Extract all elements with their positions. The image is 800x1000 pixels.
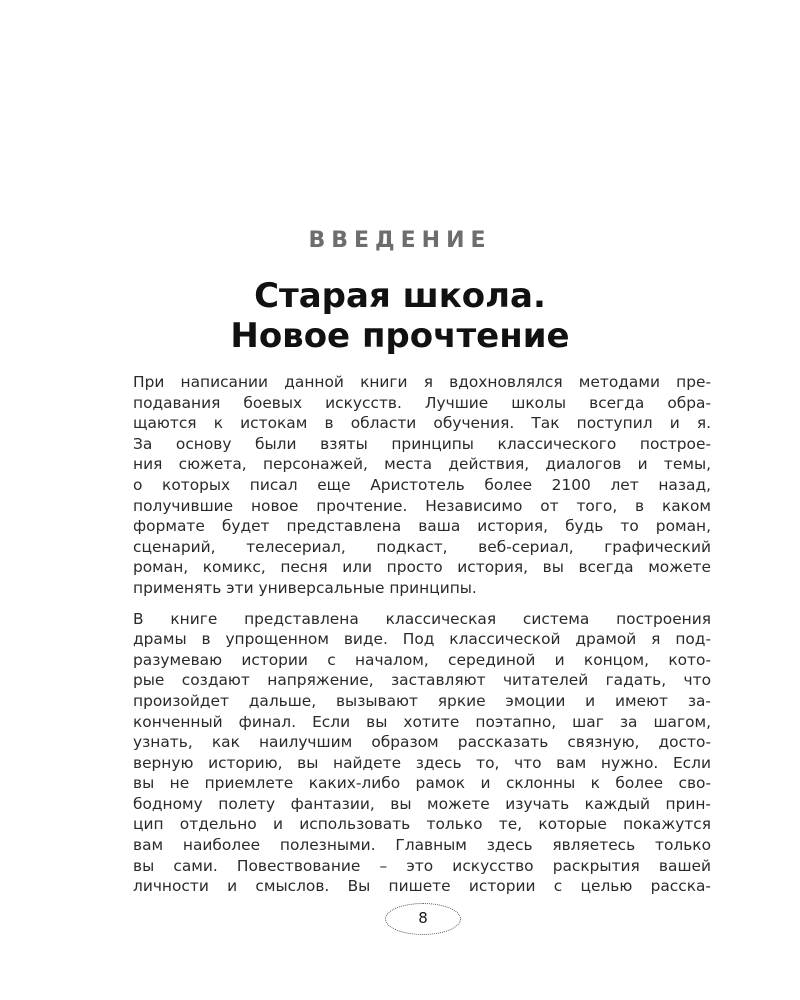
page-number-badge: 8 <box>385 903 461 935</box>
text-line: ния сюжета, персонажей, места действия, диалогов и темы, <box>133 455 711 474</box>
text-line: формате будет представлена ваша история, будь то роман, <box>133 517 711 536</box>
text-line: В книге представлена классическая система построения <box>133 609 711 628</box>
text-line: сценарий, телесериал, подкаст, веб-сериал, графический <box>133 537 711 556</box>
text-line: щаются к истокам в области обучения. Так поступил и я. <box>133 414 711 433</box>
text-line: При написании данной книги я вдохновлялся методами пре- <box>133 373 711 391</box>
paragraph <box>133 372 711 599</box>
text-line: драмы в упрощенном виде. Под классической драмой я под- <box>133 630 711 649</box>
text-line: личности и смыслов. Вы пишете истории с целью расска- <box>133 877 711 896</box>
chapter-title-line: Старая школа. <box>254 276 546 316</box>
text-line: применять эти универсальные принципы. <box>133 578 477 597</box>
text-line: подавания боевых искусств. Лучшие школы всегда обра- <box>133 393 711 412</box>
text-line: вы сами. Повествование – это искусство раскрытия вашей <box>133 856 711 875</box>
text-line: бодному полету фантазии, вы можете изучать каждый прин- <box>133 794 711 813</box>
text-line: цип отдельно и использовать только те, которые покажутся <box>133 815 711 834</box>
text-line: верную историю, вы найдете здесь то, что вам нужно. Если <box>133 753 711 772</box>
text-line: конченный финал. Если вы хотите поэтапно, шаг за шагом, <box>133 712 711 731</box>
text-line: За основу были взяты принципы классического построе- <box>133 434 711 453</box>
text-line: вам наиболее полезными. Главным здесь являетесь только <box>133 836 711 855</box>
paragraph <box>133 609 711 897</box>
text-line: разумеваю истории с началом, серединой и концом, кото- <box>133 650 711 669</box>
text-line: узнать, как наилучшим образом рассказать связную, досто- <box>133 733 711 752</box>
text-line: рые создают напряжение, заставляют читателей гадать, что <box>133 671 711 690</box>
text-line: о которых писал еще Аристотель более 2100 лет назад, <box>133 475 711 494</box>
chapter-kicker: ВВЕДЕНИЕ <box>308 228 492 253</box>
text-line: роман, комикс, песня или просто история, вы всегда можете <box>133 558 711 577</box>
text-line: вы не приемлете каких-либо рамок и склонны к более сво- <box>133 774 711 793</box>
body-text <box>133 372 711 897</box>
chapter-title-line: Новое прочтение <box>230 316 570 356</box>
text-line: получившие новое прочтение. Независимо от того, в каком <box>133 496 711 515</box>
chapter-title <box>0 276 800 356</box>
text-line: произойдет дальше, вызывают яркие эмоции и имеют за- <box>133 691 711 710</box>
